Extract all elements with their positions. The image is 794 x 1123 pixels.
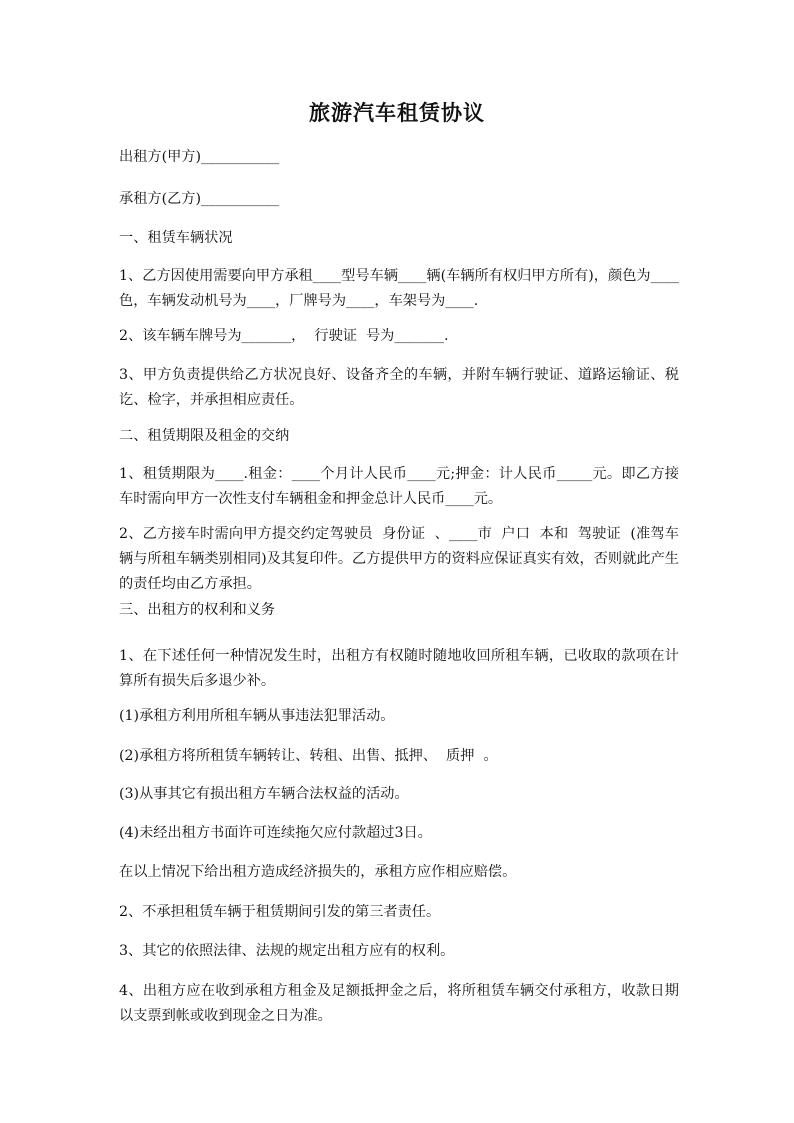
clause-2-1: 1、租赁期限为____.租金：____个月计人民币____元;押金：计人民币_____元。即乙方接车时需向甲方一次性支付车辆租金和押金总计人民币____元。 (119, 466, 679, 507)
clause-1-3: 3、甲方负责提供给乙方状况良好、设备齐全的车辆，并附车辆行驶证、道路运输证、税讫、检字，并承担相应责任。 (119, 367, 679, 408)
clause-3-3: 3、其它的依照法律、法规的规定出租方应有的权利。 (119, 943, 455, 959)
clause-3-1: 1、在下述任何一种情况发生时，出租方有权随时随地收回所租车辆，已收取的款项在计算所有损失后多退少补。 (119, 648, 679, 689)
document-title: 旅游汽车租赁协议 (309, 100, 485, 125)
clause-3-1-item-4: (4)未经出租方书面许可连续拖欠应付款超过3日。 (119, 825, 432, 841)
lessee-line: 承租方(乙方)___________ (119, 191, 280, 207)
lessor-line: 出租方(甲方)___________ (119, 149, 280, 165)
section-heading-term-rent: 二、租赁期限及租金的交纳 (119, 428, 290, 444)
clause-1-1: 1、乙方因使用需要向甲方承租____型号车辆____辆(车辆所有权归甲方所有)，颜色为____色，车辆发动机号为____，厂牌号为____，车架号为____. (119, 268, 679, 309)
clause-3-1-item-1: (1)承租方利用所租车辆从事违法犯罪活动。 (119, 708, 395, 724)
clause-3-1-summary: 在以上情况下给出租方造成经济损失的，承租方应作相应赔偿。 (119, 864, 517, 880)
section-heading-vehicle-status: 一、租赁车辆状况 (119, 230, 233, 246)
clause-1-2: 2、该车辆车牌号为_______， 行驶证 号为_______. (119, 328, 449, 344)
clause-3-4: 4、出租方应在收到承租方租金及足额抵押金之后，将所租赁车辆交付承租方，收款日期以支票到帐或收到现金之日为准。 (119, 983, 679, 1024)
section-heading-lessor-rights: 三、出租方的权利和义务 (119, 602, 276, 618)
clause-3-1-item-2: (2)承租方将所租赁车辆转让、转租、出售、抵押、 质押 。 (119, 748, 498, 764)
clause-2-2: 2、乙方接车时需向甲方提交约定驾驶员 身份证 、____市 户口 本和 驾驶证 (准驾车辆与所租车辆类别相同)及其复印件。乙方提供甲方的资料应保证真实有效，否则就此产生的责任均由乙方承担。 (119, 526, 679, 592)
clause-3-2: 2、不承担租赁车辆于租赁期间引发的第三者责任。 (119, 904, 441, 920)
clause-3-1-item-3: (3)从事其它有损出租方车辆合法权益的活动。 (119, 786, 409, 802)
